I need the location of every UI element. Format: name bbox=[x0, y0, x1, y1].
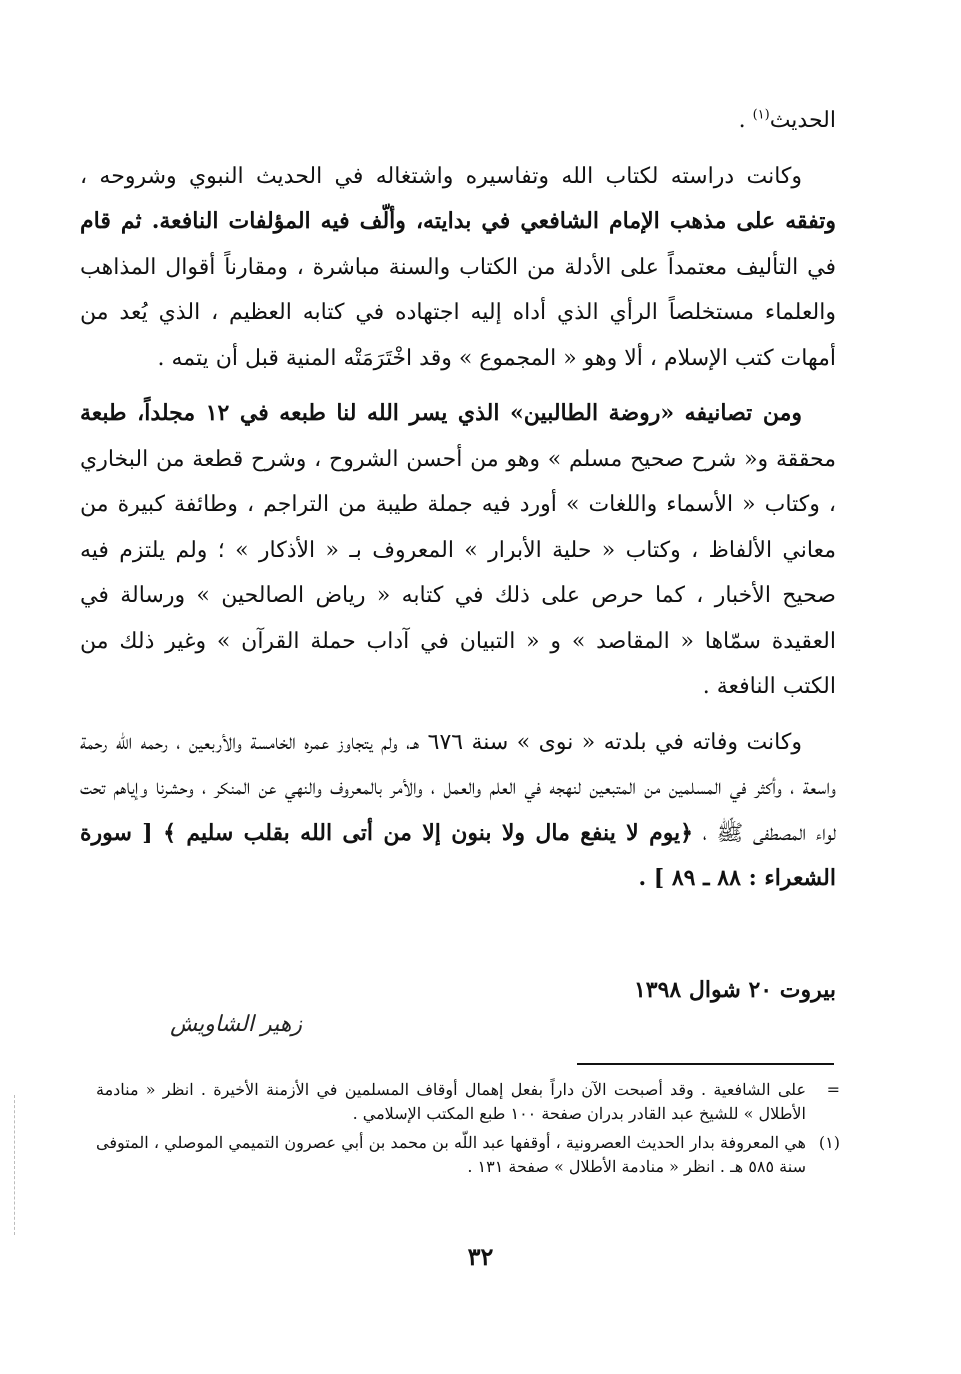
page-number: ٣٢ bbox=[467, 1242, 494, 1271]
footnote-divider bbox=[577, 1063, 834, 1065]
footnote-text: هي المعروفة بدار الحديث العصرونية ، أوقفها عبد اللّه بن محمد بن أبي عصرون التميمي الموصلي ، المتوفى سنة ٥٨٥ هـ . انظر « منادمة الأطلال » صفحة ١٣١ . bbox=[96, 1133, 806, 1176]
intro-line bbox=[80, 98, 836, 144]
footnote-text: على الشافعية . وقد أصبحت الآن داراً بفعل إهمال أوقاف المسلمين في الأزمنة الأخيرة . انظر « منادمة الأطلال » للشيخ عبد القادر بدران صفحة ١٠٠ طبع المكتب الإسلامي . bbox=[96, 1080, 806, 1123]
place-date: بيروت ٢٠ شوال ١٣٩٨ bbox=[633, 977, 836, 1003]
text-segment: في التأليف معتمداً على الأدلة من الكتاب والسنة مباشرة ، ومقارناً أقوال المذاهب والعلماء مستخلصاً الرأي الذي أداه إليه اجتهاده في كتابه العظيم ، الذي يُعد من أمهات كتب الإسلام ، ألا وهو « المجموع » وقد اخْتَرَمَتْه المنية قبل أن يتمه . bbox=[80, 254, 836, 371]
footnotes bbox=[96, 1078, 840, 1184]
footnote-marker: = bbox=[826, 1080, 840, 1099]
text-segment: وكانت وفاته في بلدته « نوى » سنة ٦٧٦ هـ، ولم يتجاوز عمره الخامسة والأربعين ، رحمه الله رحمة واسعة ، وأكثر في المسلمين من المتبعين لنهجه في العلم والعمل ، والأمر بالمعروف والنهي عن المنكر ، وحشرنا وإياهم تحت لواء المصطفى ﷺ ، bbox=[80, 729, 836, 846]
quran-verse: ﴿يوم لا ينفع مال ولا بنون إلا من أتى الله بقلب سليم ﴾ [ سورة الشعراء : ٨٨ ـ ٨٩ ] . bbox=[80, 819, 836, 891]
signature-text: زهير الشاويش bbox=[170, 1012, 302, 1037]
intro-text: الحديث bbox=[769, 108, 836, 133]
signature bbox=[120, 1012, 720, 1037]
footnote-1 bbox=[96, 1131, 840, 1179]
paragraph-study bbox=[80, 154, 836, 382]
text-segment-bold: وتفقه على مذهب الإمام الشافعي في بدايته، وألّف فيه المؤلفات النافعة. ثم قام bbox=[80, 208, 836, 234]
intro-end: . bbox=[738, 108, 753, 133]
footnote-marker: (١) bbox=[818, 1133, 840, 1152]
paragraph-works bbox=[80, 391, 836, 710]
scan-margin-marks bbox=[14, 1095, 17, 1235]
text-segment: محققة و« شرح صحيح مسلم » وهو من أحسن الشروح ، وشرح قطعة من البخاري ، وكتاب « الأسماء واللغات » أورد فيه جملة طيبة من التراجم ، وطائفة كبيرة من معاني الألفاظ ، وكتاب « حلية الأبرار » المعروف بـ « الأذكار » ؛ ولم يلتزم فيه صحيح الأخبار ، كما حرص على ذلك في كتابه « رياض الصالحين » ورسالة في العقيدة سمّاها « المقاصد » و « التبيان في آداب حملة القرآن » وغير ذلك من الكتب النافعة . bbox=[80, 446, 836, 699]
main-text bbox=[80, 98, 836, 902]
footnote-continued bbox=[96, 1078, 840, 1126]
text-segment: وكانت دراسته لكتاب الله وتفاسيره واشتغاله في الحديث النبوي وشروحه ، bbox=[80, 163, 802, 189]
text-segment-bold: ومن تصانيفه «روضة الطالبين» الذي يسر الله لنا طبعه في ١٢ مجلداً، طبعة bbox=[80, 400, 802, 426]
footnote-reference: (١) bbox=[752, 107, 770, 123]
paragraph-death bbox=[80, 720, 836, 902]
